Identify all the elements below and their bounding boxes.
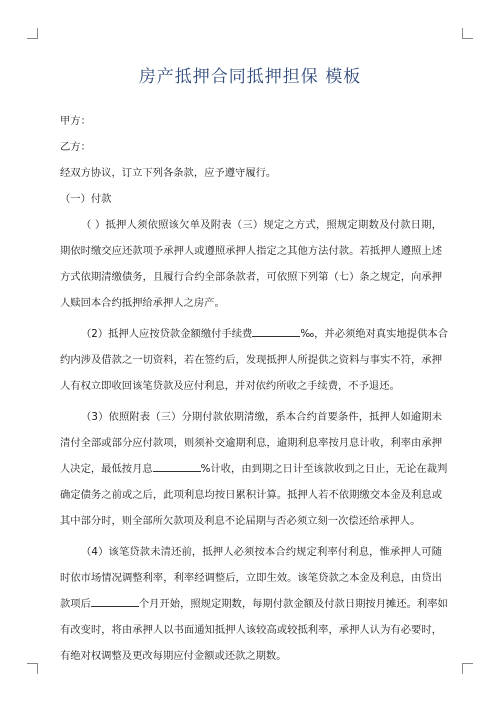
crop-mark-bottom-left (27, 663, 38, 674)
intro-text: 经双方协议，订立下列各条款，应予遵守履行。 (60, 167, 277, 179)
clause-2-line: 人有权立即收回该笔贷款及应付利息，并对依约所收之手续费，不予退还。 (60, 380, 400, 392)
document-body (60, 108, 448, 669)
clause-3-line: 其中部分时，则全部所欠款项及利息不论届期与否必须立刻一次偿还给承押人。 (60, 515, 421, 527)
clause-3-line: （3）依照附表（三）分期付款依期清缴，系本合约首要条件，抵押人如逾期未 (81, 411, 442, 423)
crop-mark-top-left (27, 28, 38, 39)
crop-mark-top-right (462, 28, 473, 39)
document-title: 房产抵押合同抵押担保 模板 (138, 67, 362, 87)
fill-blank (252, 327, 300, 337)
clause-3-line: 人决定，最低按月息 %计收，由到期之日计至该款收到之日止，无论在裁判 (60, 463, 448, 475)
crop-mark-bottom-right (462, 663, 473, 674)
clause-4-line: 有绝对权调整及更改每期应付金额或还款之期数。 (60, 650, 287, 662)
clause-1-line: 方式依期清缴债务，且履行合约全部条款者，可依照下列第（七）条之规定，向承押 (60, 271, 442, 283)
clause-1-line: 期依时缴交应还款项予承押人或遵照承押人指定之其他方法付款。若抵押人遵照上述 (60, 245, 442, 257)
clause-4-line: 时依市场情况调整利率，利率经调整后，立即生效。该笔贷款之本金及利息，由贷出 (60, 572, 442, 584)
party-a-field: 甲方： (60, 115, 91, 127)
clause-1-line: （ ）抵押人须依照该欠单及附表（三）规定之方式，照规定期数及付款日期， (81, 219, 442, 231)
clause-3-line: 确定债务之前或之后，此项利息均按日累积计算。抵押人若不依期缴交本金及利息或 (60, 489, 442, 501)
clause-1-line: 人赎回本合约抵押给承押人之房产。 (60, 297, 225, 309)
clause-2-line: （2）抵押人应按贷款金额缴付手续费 ‰，并必须绝对真实地提供本合 (81, 328, 448, 340)
clause-4-line: （4）该笔贷款未清还前，抵押人必须按本合约规定利率付利息，惟承押人可随 (81, 546, 442, 558)
party-b-field: 乙方： (60, 141, 91, 153)
clause-4-line: 有改变时，将由承押人以书面通知抵押人该较高或较抵利率，承押人认为有必要时， (60, 624, 442, 636)
clause-3-line: 清付全部或部分应付款项，则须补交逾期利息，逾期利息率按月息计收，利率由承押 (60, 437, 442, 449)
fill-blank (153, 462, 201, 472)
clause-2-line: 约内涉及借款之一切资料，若在签约后，发现抵押人所提供之资料与事实不符，承押 (60, 354, 442, 366)
fill-blank (91, 597, 139, 607)
clause-4-line: 款项后 个月开始，照规定期数，每期付款金额及付款日期按月摊还。利率如 (60, 598, 448, 610)
section-heading-payment: （一）付款 (60, 193, 112, 205)
